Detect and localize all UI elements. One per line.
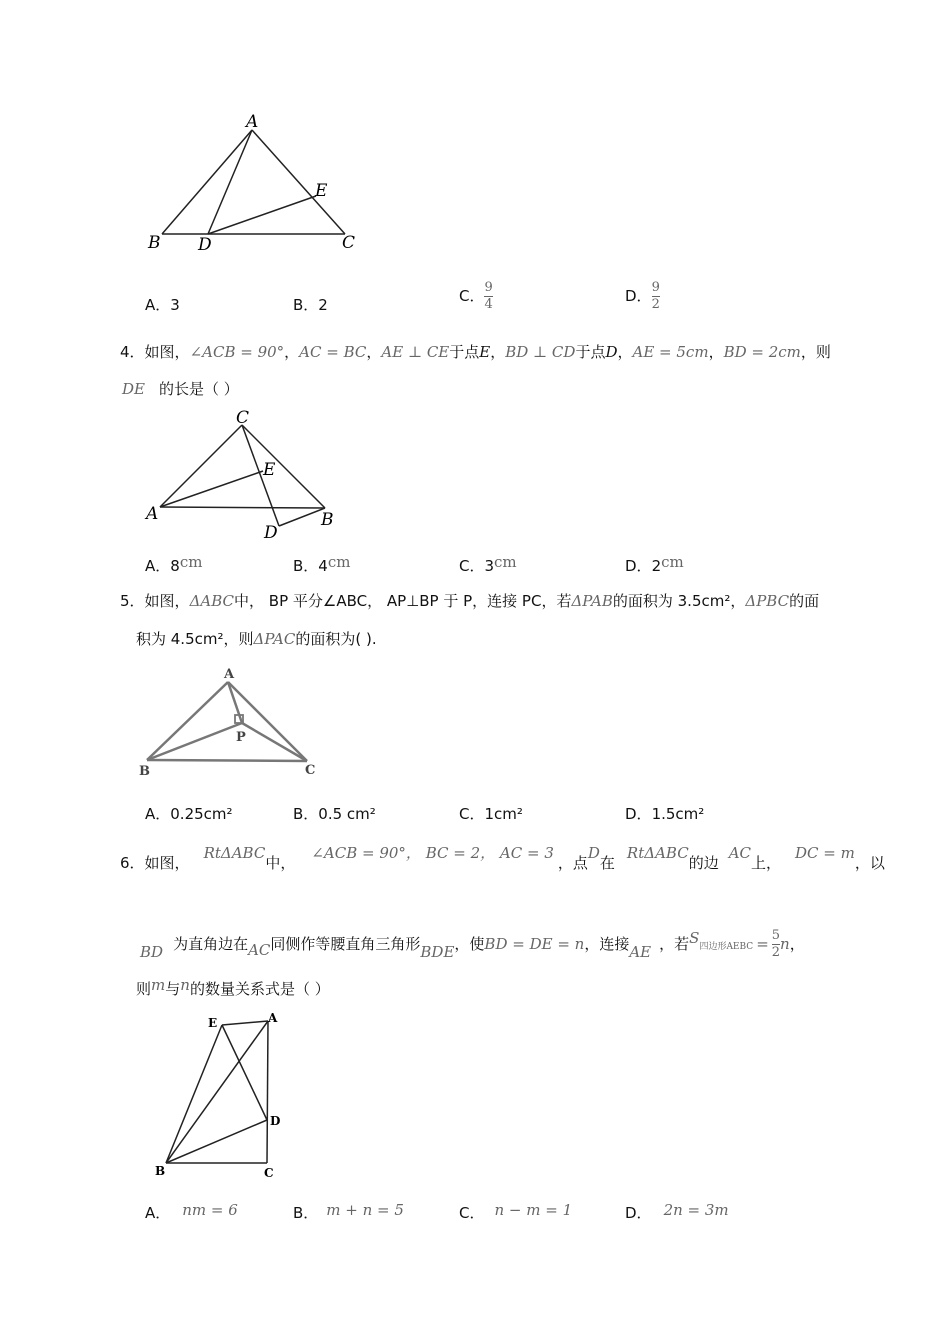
q5-option-d[interactable] — [625, 803, 704, 824]
q4-figure — [140, 405, 340, 545]
math: = — [756, 935, 769, 953]
option-value: 2n = 3m — [663, 1201, 729, 1219]
text: ，若 — [659, 935, 690, 953]
text: ， — [366, 343, 382, 361]
numerator: 9 — [651, 280, 660, 295]
option-value: 4 — [318, 557, 328, 575]
math: ΔPBC — [745, 592, 790, 610]
text: 于点 — [449, 343, 480, 361]
option-value: 1.5cm² — [651, 805, 705, 823]
option-letter: A． — [145, 805, 171, 823]
option-value: 2 — [651, 557, 662, 575]
q6-option-b[interactable] — [293, 1202, 404, 1223]
math: ΔABC — [189, 592, 235, 610]
option-letter: C． — [459, 1204, 485, 1222]
q6-stem-line1 — [120, 844, 885, 873]
text: 的面积为( ). — [295, 630, 377, 648]
text: 与 — [165, 980, 181, 998]
math: BD = DE = n — [484, 935, 585, 953]
option-letter: C． — [459, 805, 485, 823]
text: 如图， — [144, 592, 190, 610]
unit: cm — [327, 553, 351, 571]
option-letter: C． — [459, 557, 485, 575]
text: 同侧作等腰直角三角形 — [270, 935, 421, 953]
option-letter: B． — [293, 805, 319, 823]
q3-figure — [140, 110, 370, 260]
option-letter: A． — [145, 557, 171, 575]
q3-label-e: E — [315, 181, 328, 201]
q6-label-e: E — [208, 1016, 218, 1030]
q6-option-c[interactable] — [459, 1202, 572, 1223]
q5-label-b: B — [139, 764, 150, 779]
option-value: 1cm² — [484, 805, 523, 823]
math: D — [605, 343, 618, 361]
math: AC — [248, 941, 271, 959]
text: 的面 — [789, 592, 820, 610]
option-value: 3 — [484, 557, 495, 575]
text: 中， BP 平分∠ABC， AP⊥BP 于 P，连接 PC，若 — [234, 592, 572, 610]
text: ， — [617, 343, 633, 361]
math: n — [180, 976, 190, 994]
math: D — [587, 844, 600, 862]
q5-stem-line1 — [120, 590, 819, 611]
option-letter: B． — [293, 1204, 319, 1222]
q6-label-b: B — [155, 1164, 166, 1178]
text: 如图， — [144, 854, 190, 872]
option-letter: D． — [625, 557, 652, 575]
q3-line-ad — [208, 130, 252, 234]
text: 为直角边在 — [173, 935, 249, 953]
option-value: 0.5 cm² — [318, 805, 376, 823]
math: AE — [629, 943, 652, 961]
q5-option-a[interactable] — [145, 803, 233, 824]
math: DE — [122, 380, 145, 398]
q3-option-b[interactable] — [293, 294, 328, 315]
question-number: 4． — [120, 343, 145, 361]
q4-option-d[interactable] — [625, 553, 684, 576]
unit: cm — [494, 553, 517, 571]
text: ，以 — [854, 854, 885, 872]
q5-label-p: P — [236, 730, 246, 745]
q3-label-a: A — [246, 112, 259, 132]
math: AE = 5cm — [632, 343, 709, 361]
q3-line-ac — [252, 130, 345, 234]
numerator: 5 — [771, 928, 781, 943]
option-value: 3 — [170, 296, 180, 314]
q6-stem-line3 — [136, 978, 330, 999]
denominator: 2 — [651, 297, 660, 312]
q5-option-c[interactable] — [459, 803, 523, 824]
math: BD — [140, 943, 164, 961]
math: RtΔABC — [203, 844, 266, 862]
text: ，使 — [454, 935, 485, 953]
text: 中， — [265, 854, 296, 872]
math: E — [479, 343, 491, 361]
math: ΔPAC — [253, 630, 296, 648]
option-letter: C． — [459, 287, 485, 305]
denominator: 4 — [484, 297, 493, 312]
option-value: m + n = 5 — [326, 1201, 404, 1219]
q5-label-a: A — [224, 667, 235, 682]
text: ， — [708, 343, 724, 361]
text: 在 — [599, 854, 615, 872]
unit: cm — [179, 553, 203, 571]
q3-option-d[interactable] — [625, 280, 660, 313]
math: ΔPAB — [571, 592, 613, 610]
option-letter: D． — [625, 287, 652, 305]
option-letter: D． — [625, 805, 652, 823]
numerator: 9 — [484, 280, 493, 295]
q4-option-c[interactable] — [459, 553, 517, 576]
math: ∠ACB = 90°， BC = 2， AC = 3 — [311, 844, 554, 862]
unit: cm — [661, 553, 684, 571]
option-value: 2 — [318, 296, 328, 314]
math: RtΔABC — [626, 844, 689, 862]
math: n — [780, 935, 790, 953]
q3-label-c: C — [342, 233, 356, 253]
text: ，连接 — [584, 935, 630, 953]
q6-label-a: A — [268, 1011, 278, 1025]
text: 的面积为 3.5cm²， — [612, 592, 746, 610]
text: 如图， — [144, 343, 190, 361]
q4-stem-line2 — [122, 378, 239, 399]
text: ， — [490, 343, 506, 361]
fraction — [772, 928, 780, 961]
q4-label-e: E — [263, 460, 276, 480]
text: ，点 — [557, 854, 588, 872]
math: BD ⊥ CD — [505, 343, 576, 361]
math: BDE — [420, 943, 455, 961]
q4-option-b[interactable] — [293, 553, 350, 576]
text: 的数量关系式是（ ） — [189, 980, 330, 998]
math: AC = BC — [299, 343, 367, 361]
q6-option-a[interactable] — [145, 1202, 238, 1223]
math: AC — [728, 844, 752, 862]
q4-label-d: D — [264, 523, 278, 543]
q5-option-b[interactable] — [293, 803, 376, 824]
q5-label-c: C — [305, 763, 316, 778]
text: 则 — [136, 980, 152, 998]
text: ， — [789, 935, 805, 953]
option-value: 0.25cm² — [170, 805, 233, 823]
subscript: 四边形AEBC — [699, 942, 754, 952]
option-value: nm = 6 — [182, 1201, 238, 1219]
text: ， — [284, 343, 300, 361]
option-letter: B． — [293, 557, 319, 575]
q4-label-b: B — [321, 510, 334, 530]
math: m — [151, 976, 166, 994]
option-letter: A． — [145, 296, 171, 314]
text: 积为 4.5cm²，则 — [136, 630, 254, 648]
q4-label-c: C — [236, 408, 250, 428]
q3-option-a[interactable] — [145, 294, 180, 315]
q3-line-ab — [162, 130, 252, 234]
fraction — [652, 280, 660, 313]
text: 的长是（ ） — [158, 380, 239, 398]
q4-label-a: A — [146, 504, 159, 524]
math: BD = 2cm — [723, 343, 801, 361]
q6-figure — [150, 1008, 300, 1183]
option-value: n − m = 1 — [494, 1201, 573, 1219]
math: ∠ACB = 90° — [189, 343, 285, 361]
q3-label-d: D — [198, 235, 212, 255]
q3-option-c[interactable] — [459, 280, 493, 313]
q5-figure — [135, 662, 335, 782]
text: 上， — [751, 854, 782, 872]
q3-label-b: B — [148, 233, 161, 253]
text: 的边 — [688, 854, 719, 872]
option-letter: B． — [293, 296, 319, 314]
option-value: 8 — [170, 557, 180, 575]
question-number: 5． — [120, 592, 145, 610]
question-number: 6． — [120, 854, 145, 872]
q5-stem-line2 — [136, 628, 377, 649]
math: S — [689, 929, 700, 947]
q4-stem-line1 — [120, 341, 831, 362]
q4-option-a[interactable] — [145, 553, 202, 576]
q6-label-c: C — [264, 1166, 274, 1180]
denominator: 2 — [771, 945, 781, 960]
math: DC = m — [795, 844, 855, 862]
text: ，则 — [800, 343, 831, 361]
option-letter: D． — [625, 1204, 652, 1222]
q6-stem-line2 — [140, 928, 805, 961]
math: AE ⊥ CE — [381, 343, 450, 361]
q6-option-d[interactable] — [625, 1202, 729, 1223]
fraction — [484, 280, 492, 313]
text: 于点 — [575, 343, 606, 361]
option-letter: A． — [145, 1204, 171, 1222]
q3-line-de — [208, 196, 316, 234]
q6-label-d: D — [270, 1114, 281, 1128]
